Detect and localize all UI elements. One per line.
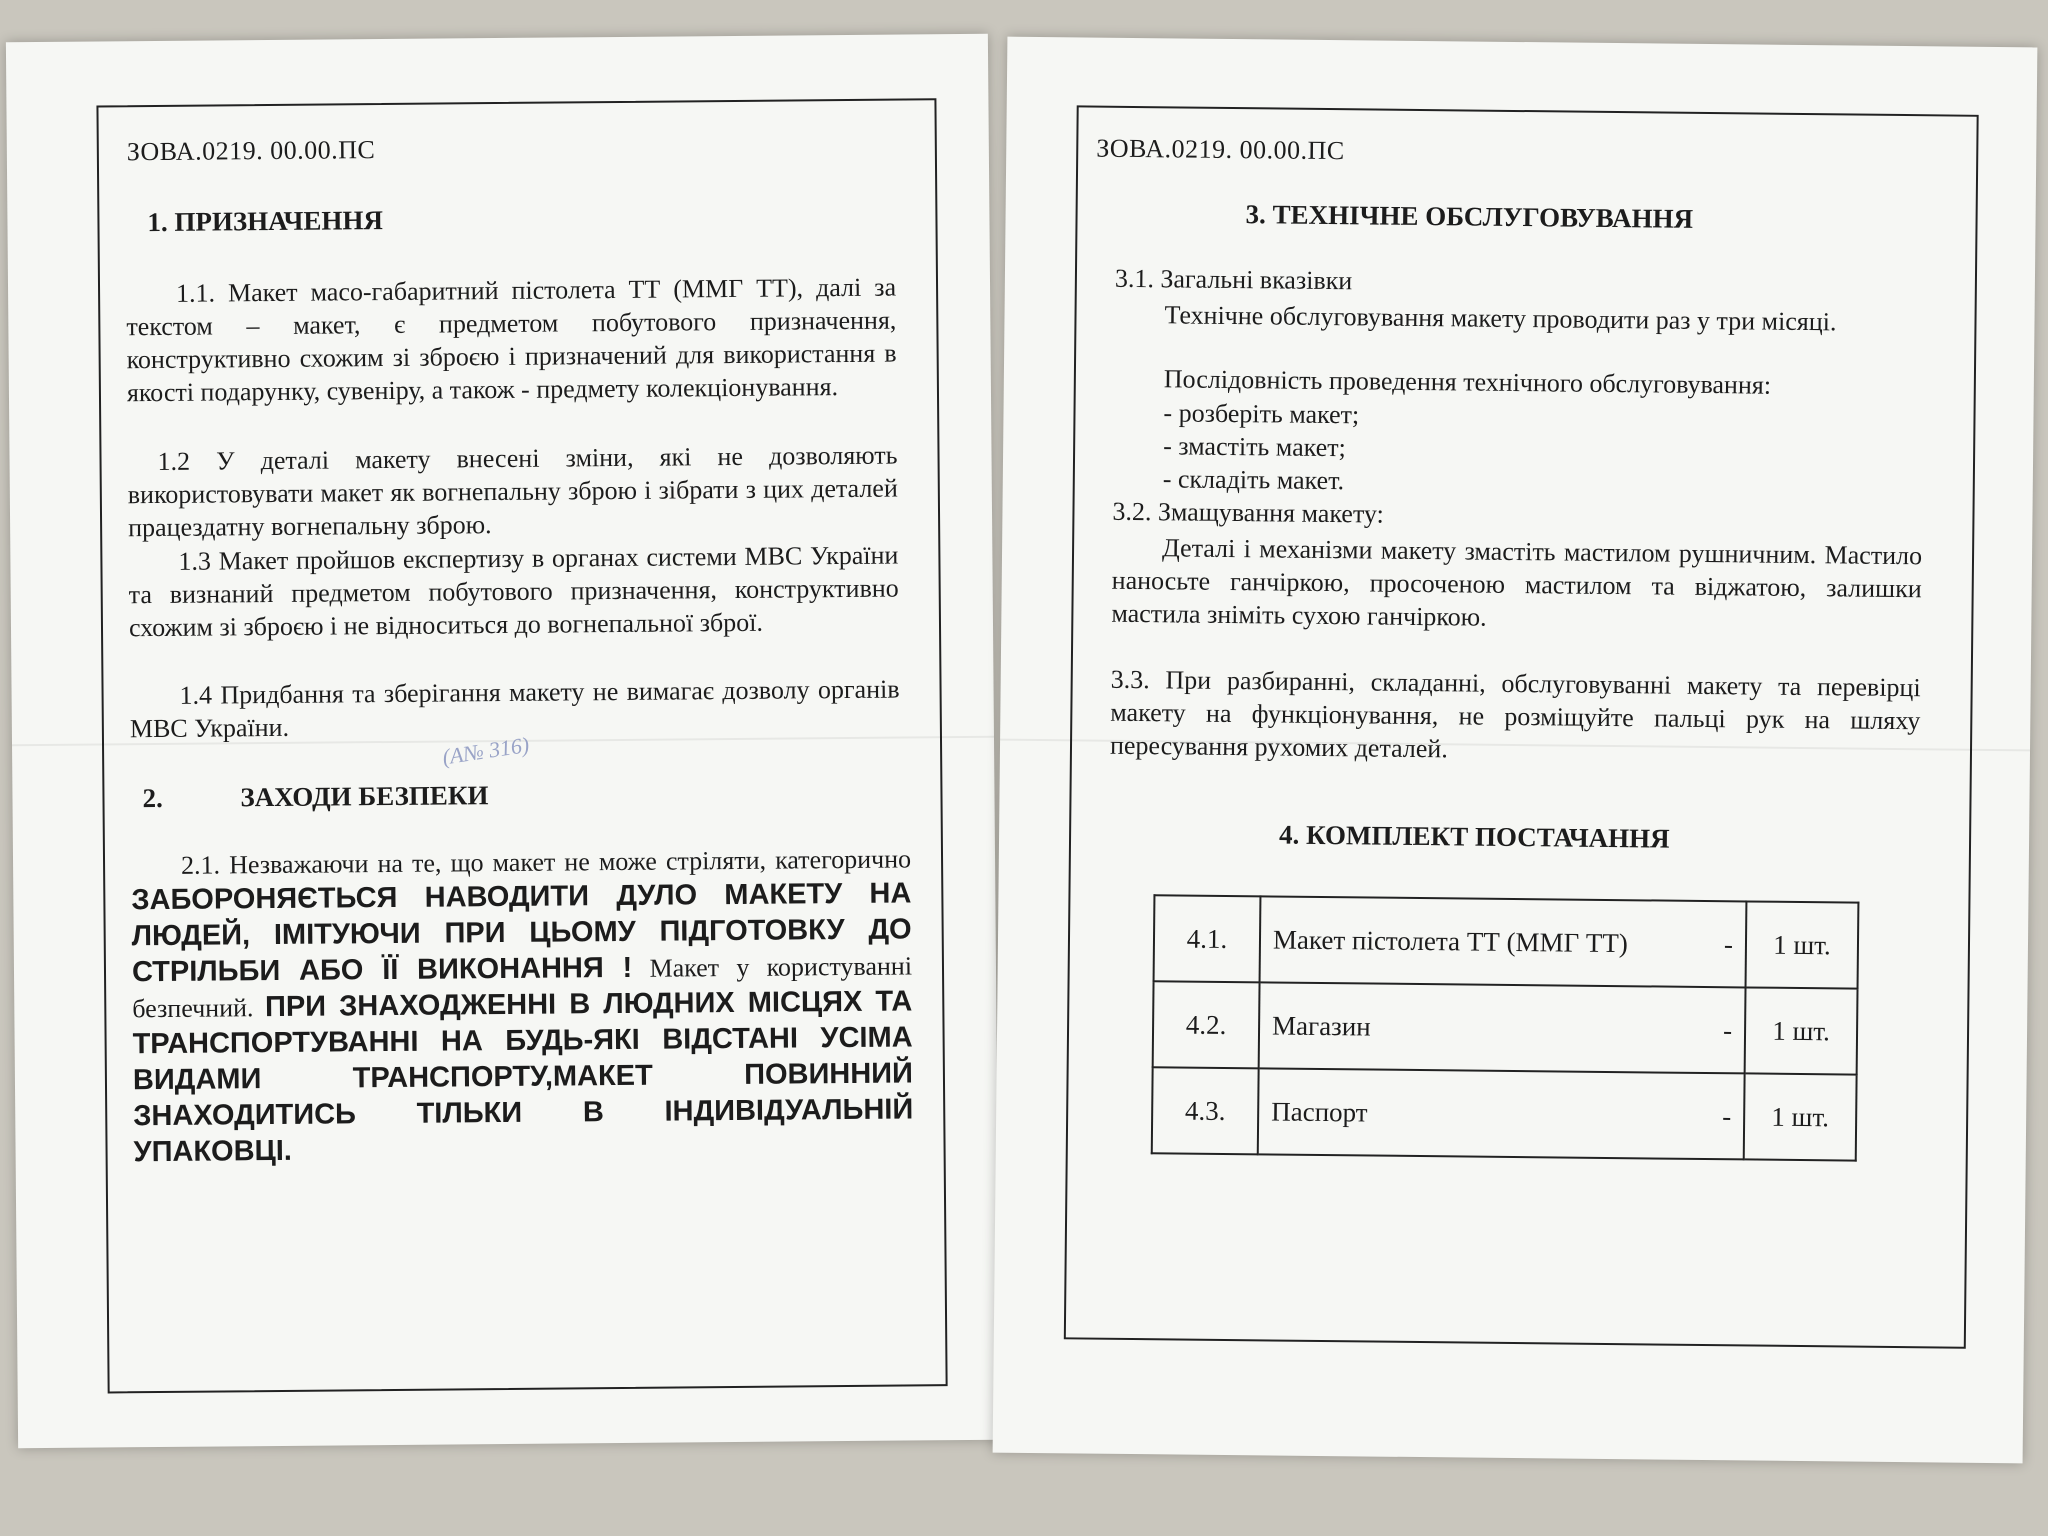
supply-item-quantity: 1 шт. [1745, 987, 1858, 1074]
right-page [993, 37, 2038, 1464]
supply-item-quantity: 1 шт. [1744, 1073, 1857, 1160]
supply-item-quantity: 1 шт. [1746, 901, 1859, 988]
section-2-heading: ЗАХОДИ БЕЗПЕКИ [240, 780, 489, 813]
paragraph-3-2-text: Деталі і механізми макету змастіть мастилом рушничним. Мастило наносьте ганчіркою, просоченою мастилом та віджатою, залишки мастила зніміть сухою ганчіркою. [1111, 533, 1923, 632]
paragraph-2-1-warning-1: ЗАБОРОНЯЄТЬСЯ НАВОДИТИ ДУЛО МАКЕТУ НА ЛЮДЕЙ, ІМІТУЮЧИ ПРИ ЦЬОМУ ПІДГОТОВКУ ДО СТРІЛЬБИ АБО ЇЇ ВИКОНАННЯ ! [131, 877, 912, 989]
paragraph-3-3: 3.3. При разбиранні, складанні, обслуговуванні макету та перевірці макету на функціонування, не розміщуйте пальці рук на шляху пересування рухомих деталей. [1109, 664, 1921, 764]
subsection-3-2-title: 3.2. Змащування макету: [1112, 496, 1384, 529]
paragraph-3-1-text: Технічне обслуговування макету проводити раз у три місяці. [1164, 300, 1837, 337]
supply-table [1151, 894, 1860, 1161]
step-1: - розберіть макет; [1163, 398, 1360, 430]
supply-item-dash: - [1722, 1100, 1732, 1131]
supply-item-name-text: Паспорт [1271, 1095, 1368, 1127]
paragraph-2-1-warning-2: ПРИ ЗНАХОДЖЕННІ В ЛЮДНИХ МІСЦЯХ ТА ТРАНСПОРТУВАННІ НА БУДЬ-ЯКІ ВІДСТАНІ УСІМА ВИДАМИ ТРАНСПОРТУ,МАКЕТ ПОВИННИЙ ЗНАХОДИТИСЬ ТІЛЬКИ В ІНДИВІДУАЛЬНІЙ УПАКОВЦІ. [132, 985, 914, 1169]
table-row [1154, 895, 1859, 988]
paragraph-2-1-lead: 2.1. Незважаючи на те, що макет не може стріляти, категорично [180, 844, 912, 880]
section-2-number: 2. [142, 782, 163, 814]
section-3-heading: 3. ТЕХНІЧНЕ ОБСЛУГОВУВАННЯ [1245, 199, 1694, 234]
supply-item-name [1259, 982, 1746, 1073]
supply-item-name-text: Магазин [1271, 1009, 1371, 1042]
supply-item-number: 4.3. [1152, 1067, 1259, 1154]
paragraph-1-4: 1.4 Придбання та зберігання макету не вимагає дозволу органів МВС України. [129, 674, 900, 744]
doc-number: ЗОВА.0219. 00.00.ПС [126, 135, 376, 167]
paragraph-1-2: 1.2 У деталі макету внесені зміни, які не дозволяють використовувати макет як вогнепальну зброю і зібрати з цих деталей працездатну вогнепальну зброю. [127, 440, 898, 543]
ink-stamp-mark: (А№ 316) [440, 731, 531, 770]
step-2: - змастіть макет; [1163, 431, 1346, 463]
supply-item-name [1258, 1068, 1745, 1159]
paragraph-1-3: 1.3 Макет пройшов експертизу в органах системи МВС України та визнаний предметом побутового призначення, конструктивно схожим зі зброєю і не відноситься до вогнепальної зброї. [128, 540, 899, 643]
section-1-heading: 1. ПРИЗНАЧЕННЯ [147, 205, 384, 238]
table-row [1153, 981, 1858, 1074]
paragraph-1-1: 1.1. Макет масо-габаритний пістолета ТТ (ММГ ТТ), далі за текстом – макет, є предметом побутового призначення, конструктивно схожим зі зброєю і призначений для використання в якості подарунку, сувеніру, а також - предмету колекціонування. [126, 272, 897, 408]
supply-item-dash: - [1722, 1014, 1733, 1045]
subsection-3-1-title: 3.1. Загальні вказівки [1114, 263, 1353, 296]
section-4-heading: 4. КОМПЛЕКТ ПОСТАЧАННЯ [1278, 819, 1670, 854]
paragraph-2-1-safe: Макет у користуванні безпечний. [132, 951, 913, 1024]
supply-item-number: 4.1. [1154, 895, 1261, 982]
supply-item-number: 4.2. [1153, 981, 1260, 1068]
paragraph-3-1-sequence: Послідовність проведення технічного обслуговування: [1163, 364, 1772, 400]
left-page [6, 34, 1000, 1449]
supply-item-name [1260, 896, 1747, 987]
paragraph-2-1 [131, 842, 914, 1170]
supply-item-name-text: Макет пістолета ТТ (ММГ ТТ) [1272, 923, 1629, 958]
table-row [1152, 1067, 1857, 1160]
step-3: - складіть макет. [1162, 464, 1345, 496]
supply-item-dash: - [1723, 928, 1734, 959]
doc-number: ЗОВА.0219. 00.00.ПС [1096, 133, 1345, 166]
